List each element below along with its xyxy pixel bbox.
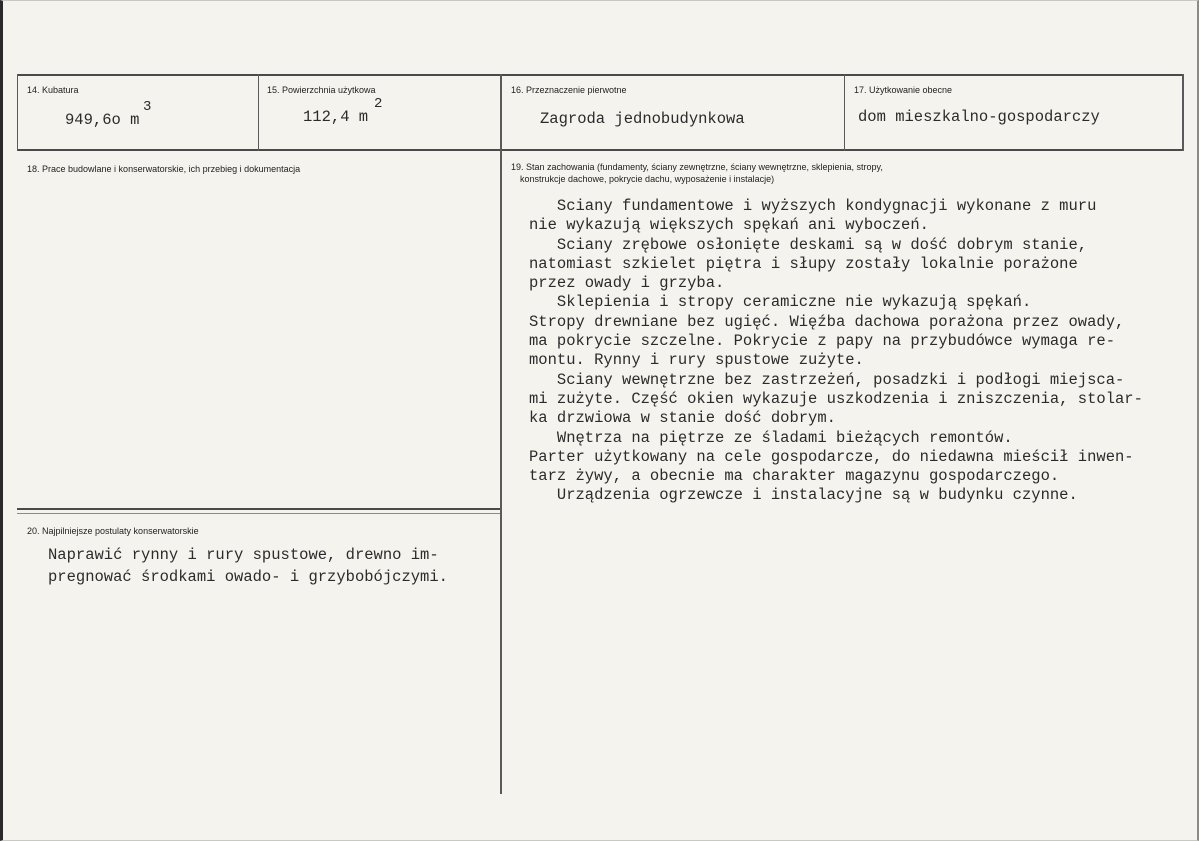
- field17-label: 17. Użytkowanie obecne: [854, 85, 953, 95]
- right-rule: [1182, 74, 1184, 151]
- field20-line1: Naprawić rynny i rury spustowe, drewno im-: [48, 546, 439, 564]
- left-rule: [17, 74, 18, 151]
- condition-line: Urządzenia ogrzewcze i instalacyjne są w budynku czynne.: [529, 486, 1078, 505]
- condition-line: przez owady i grzyba.: [529, 274, 725, 293]
- field15-exponent: 2: [374, 96, 383, 112]
- condition-line: Parter użytkowany na cele gospodarcze, do niedawna mieścił inwen-: [529, 447, 1134, 466]
- condition-line: Sciany fundamentowe i wyższych kondygnacji wykonane z muru: [529, 197, 1097, 215]
- rule-14-15: [258, 74, 259, 151]
- header-row-bottom-rule: [17, 149, 1184, 151]
- condition-line: ma pokrycie szczelne. Pokrycie z papy na przybudówce wymaga re-: [529, 332, 1115, 351]
- field14-exponent: 3: [143, 99, 152, 115]
- field17-value: dom mieszkalno-gospodarczy: [858, 108, 1100, 126]
- rule-16-17: [844, 74, 845, 151]
- field19-label-line1: 19. Stan zachowania (fundamenty, ściany zewnętrzne, ściany wewnętrzne, sklepienia, stropy,: [511, 162, 883, 172]
- condition-description: [529, 197, 1143, 506]
- condition-line: natomiast szkielet piętra i słupy zostały lokalnie porażone: [529, 254, 1078, 273]
- field18-bottom-rule: [17, 508, 501, 510]
- field14-value: 949,6o m: [65, 111, 140, 129]
- condition-line: Stropy drewniane bez ugięć. Więźba dachowa porażona przez owady,: [529, 312, 1125, 331]
- condition-line: nie wykazują większych spękań ani wyboczeń.: [529, 216, 929, 235]
- condition-line: montu. Rynny i rury spustowe zużyte.: [529, 351, 864, 370]
- top-rule: [17, 74, 1184, 76]
- field20-line2: pregnować środkami owado- i grzybobójczymi.: [48, 568, 448, 586]
- field20-label: 20. Najpilniejsze postulaty konserwatorskie: [27, 526, 199, 536]
- condition-line: Sklepienia i stropy ceramiczne nie wykazują spękań.: [529, 293, 1032, 312]
- condition-line: Wnętrza na piętrze ze śladami bieżących remontów.: [529, 428, 1013, 447]
- condition-line: tarz żywy, a obecnie ma charakter magazynu gospodarczego.: [529, 467, 1060, 486]
- field16-label: 16. Przeznaczenie pierwotne: [511, 85, 627, 95]
- condition-line: mi zużyte. Część okien wykazuje uszkodzenia i zniszczenia, stolar-: [529, 389, 1143, 408]
- field14-label: 14. Kubatura: [27, 85, 79, 95]
- field19-label-line2: konstrukcje dachowe, pokrycie dachu, wyposażenie i instalacje): [520, 174, 775, 184]
- rule-15-16: [500, 74, 502, 794]
- field15-label: 15. Powierzchnia użytkowa: [267, 85, 376, 95]
- condition-line: Sciany zrębowe osłonięte deskami są w dość dobrym stanie,: [529, 235, 1088, 254]
- field18-bottom-rule-inner: [17, 513, 501, 514]
- field16-value: Zagroda jednobudynkowa: [540, 110, 745, 128]
- condition-line: ka drzwiowa w stanie dość dobrym.: [529, 409, 836, 428]
- condition-line: Sciany wewnętrzne bez zastrzeżeń, posadzki i podłogi miejsca-: [529, 370, 1125, 389]
- field15-value: 112,4 m: [303, 108, 369, 126]
- field18-label: 18. Prace budowlane i konserwatorskie, ich przebieg i dokumentacja: [27, 164, 301, 174]
